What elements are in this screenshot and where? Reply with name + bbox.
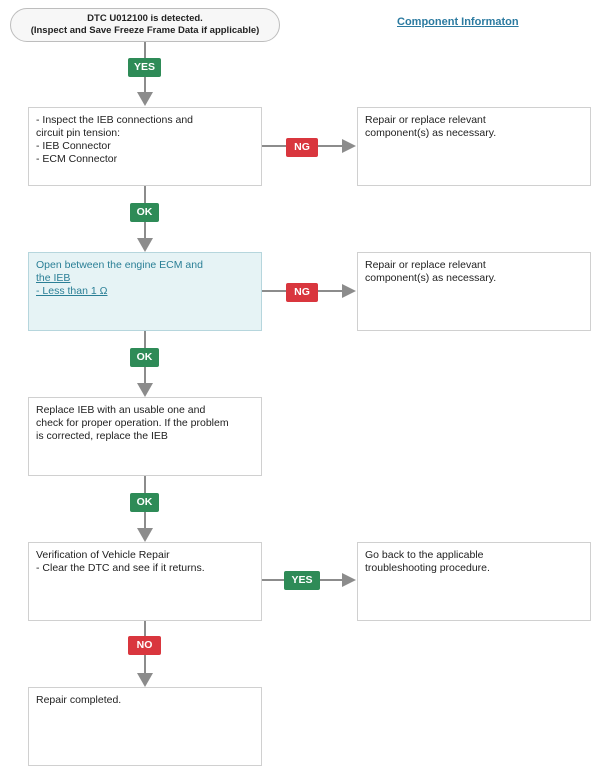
step-text: is corrected, replace the IEB — [36, 430, 168, 442]
step-text[interactable]: the IEB — [36, 272, 71, 284]
side-text: component(s) as necessary. — [365, 127, 497, 139]
component-information-link[interactable]: Component Informaton — [397, 16, 519, 28]
arrowhead-right — [342, 139, 356, 153]
side-repair-replace — [357, 107, 591, 186]
ng-badge: NG — [286, 138, 318, 157]
step-text: check for proper operation. If the problem — [36, 417, 229, 429]
step-replace-ieb — [28, 397, 262, 476]
ng-badge: NG — [286, 283, 318, 302]
side-text: Go back to the applicable — [365, 549, 484, 561]
side-text: Repair or replace relevant — [365, 114, 486, 126]
step-text: - Clear the DTC and see if it returns. — [36, 562, 205, 574]
step-text: Repair completed. — [36, 694, 122, 706]
arrowhead-right — [342, 573, 356, 587]
yes-badge: YES — [128, 58, 161, 77]
start-subtitle: (Inspect and Save Freeze Frame Data if applicable) — [30, 25, 260, 36]
side-text: component(s) as necessary. — [365, 272, 497, 284]
step-inspect-connections — [28, 107, 262, 186]
arrowhead-down — [137, 528, 153, 542]
step-text: Replace IEB with an usable one and — [36, 404, 206, 416]
start-node — [10, 8, 280, 42]
step-open-circuit-check[interactable] — [28, 252, 262, 331]
spec-link[interactable]: - Less than 1 Ω — [36, 285, 108, 297]
step-text: Verification of Vehicle Repair — [36, 549, 170, 561]
side-text: troubleshooting procedure. — [365, 562, 490, 574]
arrowhead-right — [342, 284, 356, 298]
step-text: - IEB Connector — [36, 140, 111, 152]
start-title: DTC U012100 is detected. — [87, 13, 203, 24]
yes-badge: YES — [284, 571, 320, 590]
ok-badge: OK — [130, 493, 159, 512]
step-text: Open between the engine ECM and — [36, 259, 203, 271]
no-badge: NO — [128, 636, 161, 655]
side-repair-replace — [357, 252, 591, 331]
arrowhead-down — [137, 92, 153, 106]
step-verification — [28, 542, 262, 621]
ok-badge: OK — [130, 203, 159, 222]
ok-badge: OK — [130, 348, 159, 367]
step-repair-completed — [28, 687, 262, 766]
step-text: - ECM Connector — [36, 153, 118, 165]
step-text: - Inspect the IEB connections and — [36, 114, 194, 126]
arrowhead-down — [137, 238, 153, 252]
side-text: Repair or replace relevant — [365, 259, 486, 271]
arrowhead-down — [137, 673, 153, 687]
side-go-back — [357, 542, 591, 621]
step-text: circuit pin tension: — [36, 127, 121, 139]
arrowhead-down — [137, 383, 153, 397]
